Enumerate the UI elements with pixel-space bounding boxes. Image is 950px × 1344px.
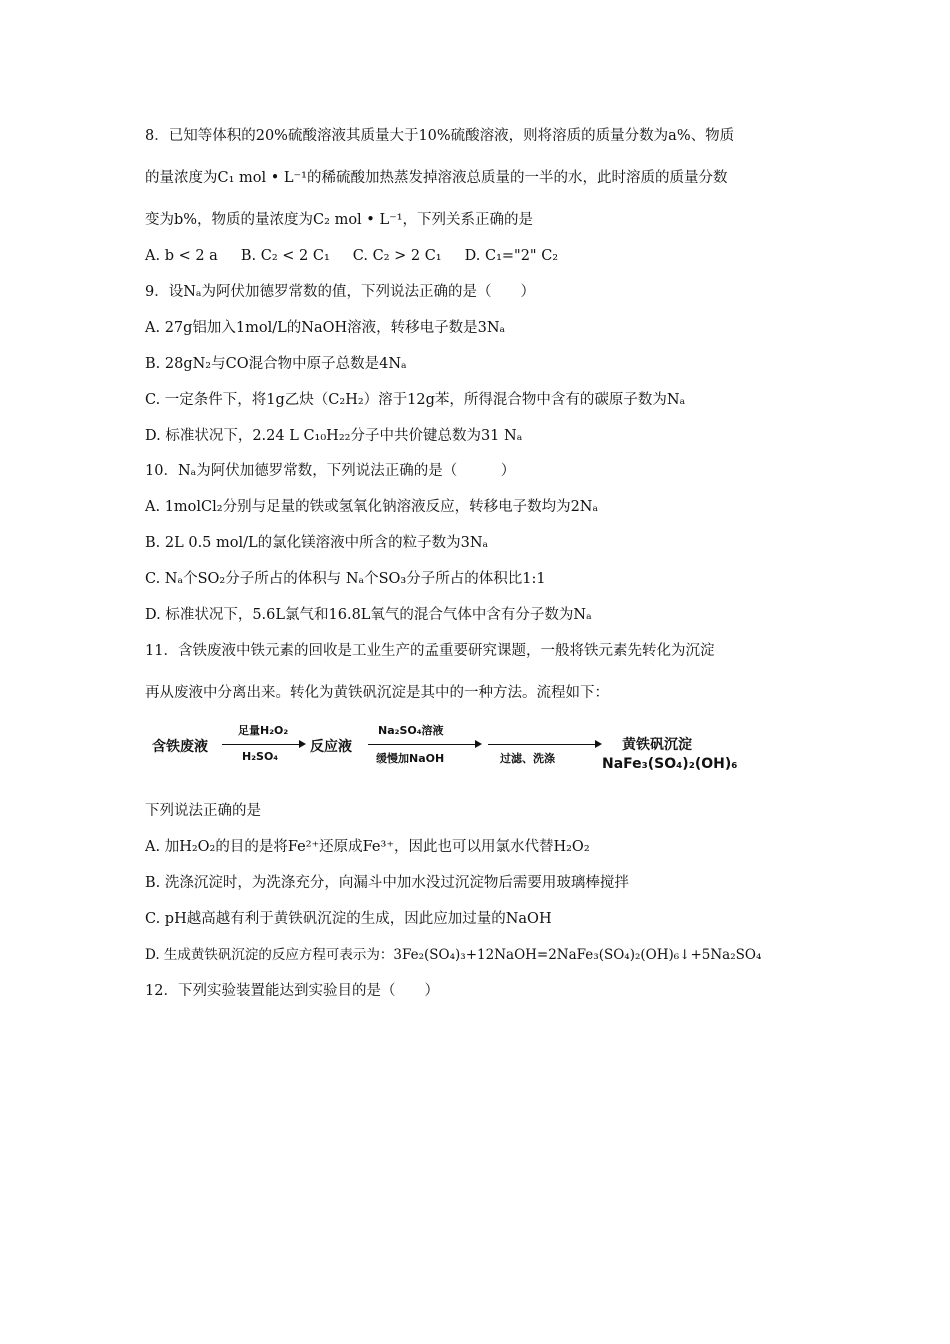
q9-option-b: B. 28gN₂与CO混合物中原子总数是4Nₐ [145, 356, 407, 372]
q9-option-c: C. 一定条件下，将1g乙炔（C₂H₂）溶于12g苯，所得混合物中含有的碳原子数为Nₐ [145, 392, 686, 408]
flow-arrow3-bottom: 过滤、洗涤 [500, 752, 555, 765]
flow-end: 黄铁矾沉淀 [622, 737, 692, 753]
q8-options: A. b < 2 a B. C₂ < 2 C₁ C. C₂ > 2 C₁ D. C₁="2" C₂ [145, 248, 559, 264]
q9-option-d: D. 标准状况下，2.24 L C₁₀H₂₂分子中共价键总数为31 Nₐ [145, 428, 523, 444]
q11-stem: 下列说法正确的是 [145, 803, 261, 819]
q10-option-d: D. 标准状况下，5.6L氯气和16.8L氧气的混合气体中含有分子数为Nₐ [145, 607, 592, 623]
flow-start: 含铁废液 [152, 739, 208, 755]
flow-arrow1 [222, 744, 304, 745]
flow-diagram [150, 722, 750, 782]
flow-end-formula: NaFe₃(SO₄)₂(OH)₆ [602, 756, 738, 772]
flow-arrow2-top: Na₂SO₄溶液 [378, 724, 444, 737]
q8-line3: 变为b%，物质的量浓度为C₂ mol • L⁻¹，下列关系正确的是 [145, 212, 534, 228]
q11-option-a: A. 加H₂O₂的目的是将Fe²⁺还原成Fe³⁺，因此也可以用氯水代替H₂O₂ [145, 839, 590, 855]
q12-stem: 12．下列实验装置能达到实验目的是（ ） [145, 983, 439, 999]
q11-option-d: D. 生成黄铁矾沉淀的反应方程可表示为：3Fe₂(SO₄)₃+12NaOH=2NaFe₃(SO₄)₂(OH)₆↓+5Na₂SO₄ [145, 947, 762, 963]
flow-arrow1-bottom: H₂SO₄ [242, 750, 279, 763]
flow-arrow2 [368, 744, 480, 745]
q9-stem: 9．设Nₐ为阿伏加德罗常数的值，下列说法正确的是（ ） [145, 284, 536, 300]
q10-option-b: B. 2L 0.5 mol/L的氯化镁溶液中所含的粒子数为3Nₐ [145, 535, 489, 551]
q11-line2: 再从废液中分离出来。转化为黄铁矾沉淀是其中的一种方法。流程如下： [145, 685, 609, 701]
flow-arrow1-top: 足量H₂O₂ [238, 724, 289, 737]
q8-line2: 的量浓度为C₁ mol • L⁻¹的稀硫酸加热蒸发掉溶液总质量的一半的水，此时溶质的质量分数 [145, 170, 728, 186]
q10-option-a: A. 1molCl₂分别与足量的铁或氢氧化钠溶液反应，转移电子数均为2Nₐ [145, 499, 599, 515]
q9-option-a: A. 27g铝加入1mol/L的NaOH溶液，转移电子数是3Nₐ [145, 320, 506, 336]
q11-option-c: C. pH越高越有利于黄铁矾沉淀的生成，因此应加过量的NaOH [145, 911, 552, 927]
q8-line1: 8．已知等体积的20%硫酸溶液其质量大于10%硫酸溶液，则将溶质的质量分数为a%、物质 [145, 128, 735, 144]
q11-option-b: B. 洗涤沉淀时，为洗涤充分，向漏斗中加水没过沉淀物后需要用玻璃棒搅拌 [145, 875, 629, 891]
flow-arrow3 [488, 744, 600, 745]
q10-stem: 10．Nₐ为阿伏加德罗常数，下列说法正确的是（ ） [145, 463, 516, 479]
flow-arrow2-bottom: 缓慢加NaOH [376, 752, 445, 765]
q10-option-c: C. Nₐ个SO₂分子所占的体积与 Nₐ个SO₃分子所占的体积比1:1 [145, 571, 546, 587]
q11-line1: 11．含铁废液中铁元素的回收是工业生产的孟重要研究课题，一般将铁元素先转化为沉淀 [145, 643, 715, 659]
flow-mid: 反应液 [310, 739, 352, 755]
